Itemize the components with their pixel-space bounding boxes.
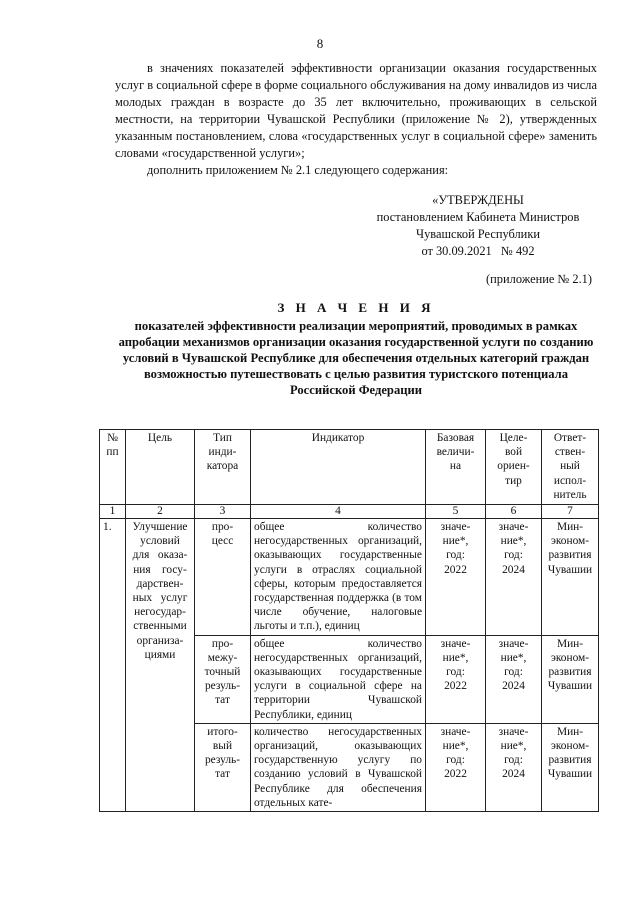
row-number: 1. bbox=[100, 519, 126, 812]
intro-paragraph: в значениях показателей эффективности организации оказания государственных услуг в социальной сфере в форме социального обслуживания на дому инвалидов из числа молодых граждан в возрасте до 35 лет включительно, проживающих в сельской местности, на территории Чувашской Республики (приложение № 2), утвержденных указанным постановлением, слова «государственных услуг в социальной сфере» заменить словами «государственной услуги»; bbox=[115, 61, 597, 160]
cell-line: дарствен- bbox=[136, 577, 184, 590]
column-number: 2 bbox=[126, 505, 195, 519]
cell-line: 2024 bbox=[502, 563, 525, 576]
cell-line: значе- bbox=[498, 521, 529, 533]
header-base bbox=[426, 430, 486, 505]
cell-line: итого- bbox=[207, 725, 238, 738]
base-value-cell bbox=[426, 635, 486, 723]
header-num bbox=[100, 430, 126, 505]
approval-block bbox=[360, 192, 596, 260]
cell-line: ние*, bbox=[442, 740, 469, 753]
approval-line-1: «УТВЕРЖДЕНЫ bbox=[432, 193, 524, 207]
indicator-cell: количество негосударственных организаций, оказывающих государственную услугу по созданию условий в Чувашской Республике для обеспечения отдельных кате- bbox=[251, 723, 426, 811]
cell-line: величи- bbox=[436, 446, 475, 459]
cell-line: год: bbox=[504, 666, 523, 679]
type-cell bbox=[195, 723, 251, 811]
cell-line: 2024 bbox=[502, 768, 525, 781]
target-value-cell bbox=[486, 723, 542, 811]
cell-line: эконом- bbox=[550, 740, 590, 753]
cell-line: ориен- bbox=[497, 460, 530, 473]
cell-line: эконом- bbox=[550, 535, 590, 548]
cell-line: резуль- bbox=[204, 680, 241, 693]
cell-line: для оказа- bbox=[132, 549, 188, 562]
cell-line: ный bbox=[560, 460, 580, 473]
cell-line: тат bbox=[215, 768, 230, 781]
cell-line: условий bbox=[140, 535, 180, 548]
cell-line: Чувашии bbox=[547, 563, 593, 576]
cell-line: значе- bbox=[440, 637, 471, 650]
cell-line: Улучшение bbox=[132, 521, 188, 533]
cell-line: резуль- bbox=[204, 754, 241, 767]
cell-line: Целе- bbox=[499, 432, 528, 444]
cell-line: Базовая bbox=[436, 432, 475, 444]
cell-line: развития bbox=[548, 666, 592, 679]
cell-line: точный bbox=[204, 666, 241, 679]
column-number: 4 bbox=[251, 505, 426, 519]
appendix-label: (приложение № 2.1) bbox=[486, 272, 592, 286]
cell-line: 2022 bbox=[444, 680, 467, 693]
cell-line: эконом- bbox=[550, 651, 590, 664]
cell-line: про- bbox=[211, 521, 234, 533]
header-target bbox=[486, 430, 542, 505]
responsible-cell bbox=[542, 723, 599, 811]
responsible-cell bbox=[542, 635, 599, 723]
cell-line: год: bbox=[446, 666, 465, 679]
cell-line: катора bbox=[206, 460, 239, 473]
cell-line: Индикатор bbox=[311, 432, 365, 444]
cell-line: ние*, bbox=[500, 535, 527, 548]
cell-line: Тип bbox=[213, 432, 232, 444]
cell-line: год: bbox=[504, 754, 523, 767]
cell-line: развития bbox=[548, 754, 592, 767]
cell-line: пп bbox=[106, 446, 119, 459]
cell-line: год: bbox=[446, 549, 465, 562]
indicators-table bbox=[99, 429, 599, 812]
cell-line: про- bbox=[211, 637, 234, 650]
cell-line: цесс bbox=[211, 535, 234, 548]
cell-line: инди- bbox=[208, 446, 237, 459]
cell-line: организа- bbox=[136, 634, 184, 647]
cell-line: развития bbox=[548, 549, 592, 562]
column-number: 1 bbox=[100, 505, 126, 519]
cell-line: циями bbox=[144, 648, 176, 661]
cell-line: ние*, bbox=[500, 740, 527, 753]
column-number-row bbox=[100, 505, 599, 519]
cell-line: ственными bbox=[133, 620, 187, 633]
cell-line: 2022 bbox=[444, 563, 467, 576]
cell-line: ных услуг bbox=[132, 592, 188, 605]
cell-line: на bbox=[449, 460, 462, 473]
cell-line: вый bbox=[212, 740, 233, 753]
table-row bbox=[100, 519, 599, 636]
cell-line: межу- bbox=[207, 651, 238, 664]
cell-line: ствен- bbox=[554, 446, 586, 459]
approval-line-3: Чувашской Республики bbox=[416, 227, 540, 241]
header-indicator bbox=[251, 430, 426, 505]
cell-line: Чувашии bbox=[547, 680, 593, 693]
approval-line-4: от 30.09.2021 № 492 bbox=[421, 244, 535, 258]
cell-line: значе- bbox=[498, 725, 529, 738]
cell-line: тат bbox=[215, 694, 230, 707]
cell-line: № bbox=[107, 432, 118, 444]
header-responsible bbox=[542, 430, 599, 505]
table-header-row bbox=[100, 430, 599, 505]
indicator-cell: общее количество негосударственных организаций, оказывающих государственные услуги в отраслях социальной сферы, которым предоставляется государственная поддержка (в том числе обучение, налоговые льготы и т.п.), единиц bbox=[251, 519, 426, 636]
cell-line: Цель bbox=[147, 432, 173, 444]
cell-line: 2022 bbox=[444, 768, 467, 781]
heading-title: З Н А Ч Е Н И Я bbox=[277, 300, 435, 315]
column-number: 3 bbox=[195, 505, 251, 519]
intro-text bbox=[115, 60, 597, 179]
header-goal bbox=[126, 430, 195, 505]
cell-line: Мин- bbox=[556, 521, 584, 533]
cell-line: значе- bbox=[440, 725, 471, 738]
cell-line: испол- bbox=[553, 474, 587, 487]
cell-line: год: bbox=[504, 549, 523, 562]
target-value-cell bbox=[486, 635, 542, 723]
supplement-paragraph: дополнить приложением № 2.1 следующего содержания: bbox=[147, 163, 449, 177]
document-heading bbox=[115, 300, 597, 398]
cell-line: ние*, bbox=[442, 651, 469, 664]
cell-line: нитель bbox=[553, 488, 587, 501]
cell-line: тир bbox=[505, 474, 522, 487]
cell-line: ния госу- bbox=[133, 563, 187, 576]
page-number: 8 bbox=[316, 36, 324, 51]
indicator-cell: общее количество негосударственных организаций, оказывающих государственные услуги в социальной сфере на территории Чувашской Республики, единиц bbox=[251, 635, 426, 723]
header-type bbox=[195, 430, 251, 505]
responsible-cell bbox=[542, 519, 599, 636]
cell-line: Мин- bbox=[556, 637, 584, 650]
column-number: 7 bbox=[542, 505, 599, 519]
cell-line: год: bbox=[446, 754, 465, 767]
type-cell bbox=[195, 635, 251, 723]
target-value-cell bbox=[486, 519, 542, 636]
heading-subtitle: показателей эффективности реализации мероприятий, проводимых в рамках апробации механизмов организации оказания государственной услуги по созданию условий в Чувашской Республике для обеспечения отдельных категорий граждан возможностью путешествовать с целью развития туристского потенциала Российской Федерации bbox=[118, 319, 594, 397]
cell-line: Ответ- bbox=[553, 432, 587, 444]
cell-line: значе- bbox=[498, 637, 529, 650]
goal-cell bbox=[126, 519, 195, 812]
cell-line: вой bbox=[504, 446, 523, 459]
column-number: 5 bbox=[426, 505, 486, 519]
cell-line: негосудар- bbox=[134, 606, 186, 619]
cell-line: ние*, bbox=[442, 535, 469, 548]
type-cell bbox=[195, 519, 251, 636]
column-number: 6 bbox=[486, 505, 542, 519]
approval-line-2: постановлением Кабинета Министров bbox=[376, 210, 580, 224]
cell-line: ние*, bbox=[500, 651, 527, 664]
base-value-cell bbox=[426, 723, 486, 811]
cell-line: 2024 bbox=[502, 680, 525, 693]
base-value-cell bbox=[426, 519, 486, 636]
cell-line: значе- bbox=[440, 521, 471, 533]
cell-line: Чувашии bbox=[547, 768, 593, 781]
cell-line: Мин- bbox=[556, 725, 584, 738]
